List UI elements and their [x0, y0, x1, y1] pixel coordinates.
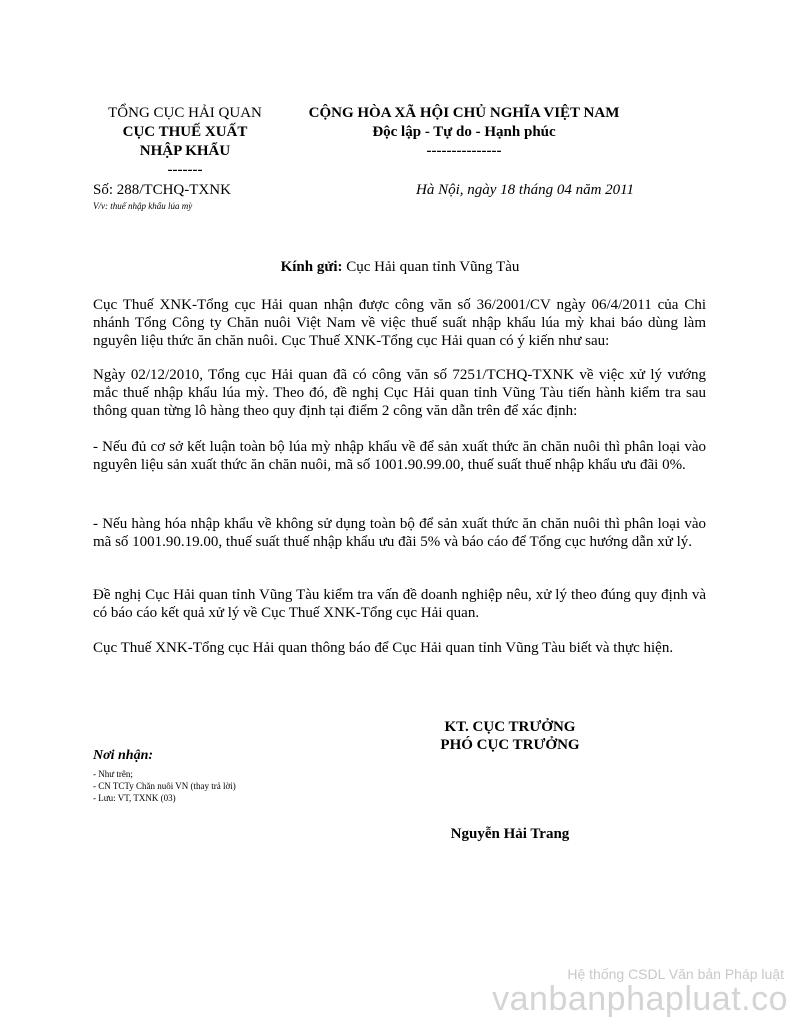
issuing-agency [90, 104, 280, 180]
national-divider: --------------- [426, 143, 502, 159]
addressee-name: Cục Hải quan tỉnh Vũng Tàu [342, 259, 520, 275]
recipient-item: - Lưu: VT, TXNK (03) [93, 793, 176, 803]
place-date: Hà Nội, ngày 18 tháng 04 năm 2011 [416, 182, 635, 198]
paragraph-request: Đề nghị Cục Hải quan tỉnh Vũng Tàu kiểm tra vấn đề doanh nghiệp nêu, xử lý theo đúng quy định và có báo cáo kết quả xử lý về Cục Thuế XNK-Tổng cục Hải quan. [93, 587, 706, 621]
recipients-title: Nơi nhận: [93, 748, 154, 763]
paragraph-closing: Cục Thuế XNK-Tổng cục Hải quan thông báo để Cục Hải quan tỉnh Vũng Tàu biết và thực hiện. [93, 640, 674, 656]
paragraph-intro: Cục Thuế XNK-Tổng cục Hải quan nhận được công văn số 36/2001/CV ngày 06/4/2011 của Chi nhánh Tổng Công ty Chăn nuôi Việt Nam về việc thuế suất nhập khẩu lúa mỳ khai báo dùng làm nguyên liệu thức ăn chăn nuôi. Cục Thuế XNK-Tổng cục Hải quan có ý kiến như sau: [93, 297, 706, 349]
agency-parent: TỔNG CỤC HẢI QUAN [108, 105, 262, 121]
national-title: CỘNG HÒA XÃ HỘI CHỦ NGHĨA VIỆT NAM [308, 105, 620, 121]
signature-title-line2: PHÓ CỤC TRƯỞNG [440, 737, 580, 753]
agency-name-line2: NHẬP KHẨU [139, 143, 231, 159]
recipient-item: - CN TCTy Chăn nuôi VN (thay trả lời) [93, 781, 236, 791]
addressee-label: Kính gửi: [280, 259, 343, 275]
signature-title-line1: KT. CỤC TRƯỞNG [444, 719, 576, 735]
national-header [292, 104, 636, 161]
watermark-caption: Hệ thống CSDL Văn bản Pháp luật [567, 966, 784, 982]
addressee-line [90, 259, 710, 276]
paragraph-case-1: - Nếu đủ cơ sở kết luận toàn bộ lúa mỳ nhập khẩu về để sản xuất thức ăn chăn nuôi thì phân loại vào nguyên liệu sản xuất thức ăn chăn nuôi, mã số 1001.90.99.00, thuế suất thuế nhập khẩu ưu đãi 0%. [93, 439, 706, 473]
document-number: Số: 288/TCHQ-TXNK [93, 182, 231, 198]
paragraph-case-2: - Nếu hàng hóa nhập khẩu về không sử dụng toàn bộ để sản xuất thức ăn chăn nuôi thì phân loại vào mã số 1001.90.19.00, thuế suất thuế nhập khẩu ưu đãi 5% và báo cáo để Tổng cục hướng dẫn xử lý. [93, 516, 706, 550]
signer-name: Nguyễn Hải Trang [450, 826, 570, 842]
watermark-domain: vanbanphapluat.co [492, 980, 788, 1018]
recipient-item: - Như trên; [93, 769, 133, 779]
paragraph-reference: Ngày 02/12/2010, Tổng cục Hải quan đã có công văn số 7251/TCHQ-TXNK về việc xử lý vướng mắc thuế nhập khẩu lúa mỳ. Theo đó, đề nghị Cục Hải quan tỉnh Vũng Tàu tiến hành kiểm tra sau thông quan từng lô hàng theo quy định tại điểm 2 công văn dẫn trên để xác định: [93, 367, 706, 419]
agency-divider: ------- [167, 162, 203, 178]
signature-title [400, 718, 620, 754]
document-subject: V/v: thuế nhập khẩu lúa mỳ [93, 201, 193, 211]
agency-name-line1: CỤC THUẾ XUẤT [122, 124, 248, 140]
national-motto: Độc lập - Tự do - Hạnh phúc [372, 124, 556, 140]
recipients-list [93, 768, 236, 804]
